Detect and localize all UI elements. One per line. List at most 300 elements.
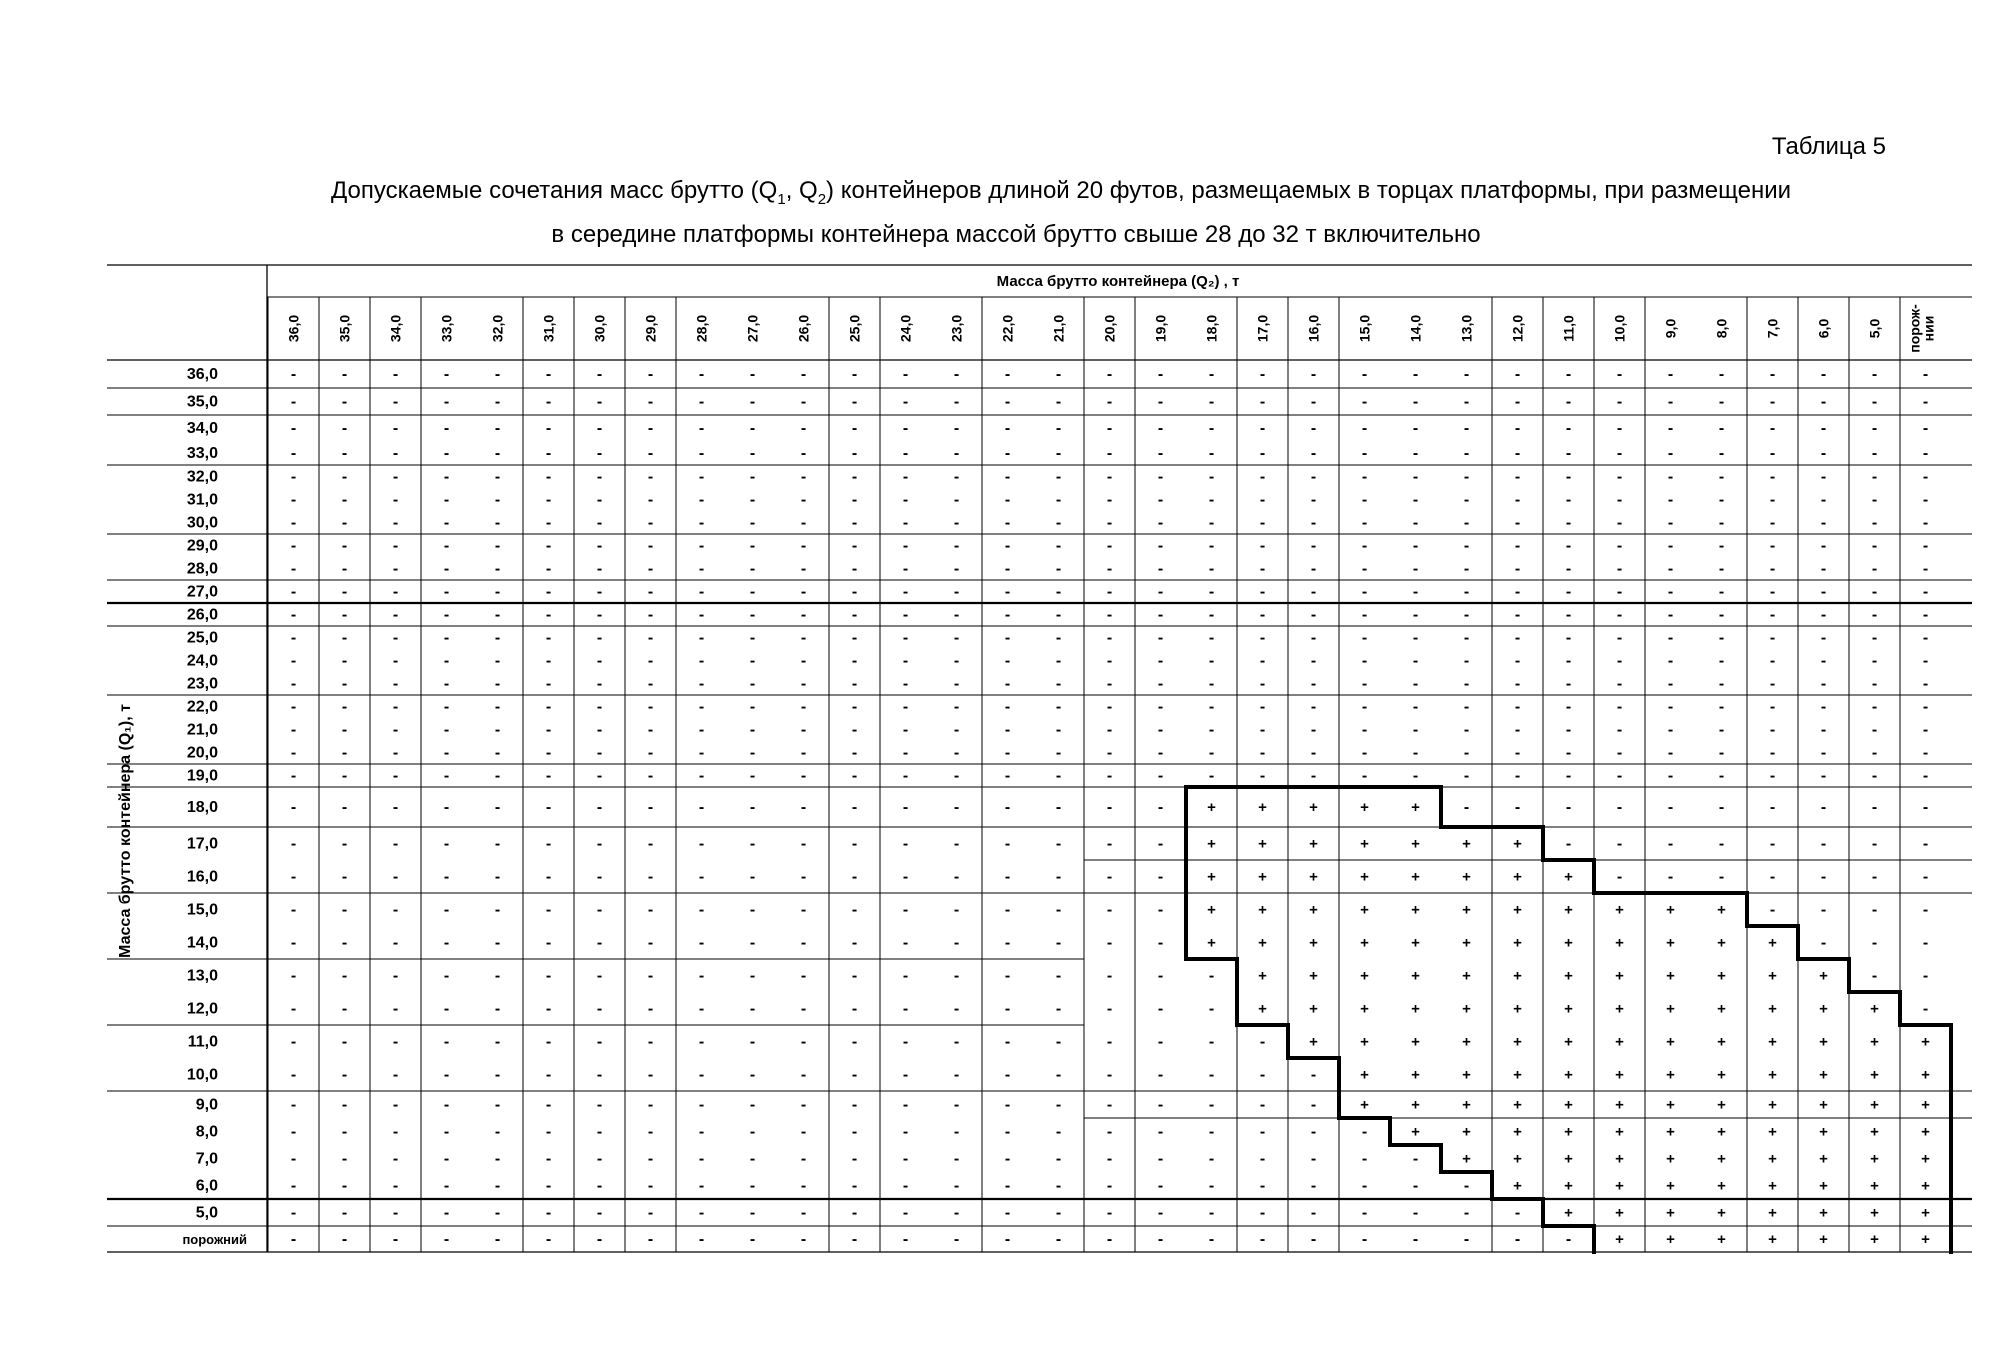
cell-not-allowed: - [1157, 767, 1164, 785]
cell-not-allowed: - [341, 366, 348, 383]
cell-allowed: + [1411, 799, 1420, 816]
cell-not-allowed: - [953, 583, 960, 601]
cell-not-allowed: - [1361, 744, 1368, 762]
cell-not-allowed: - [1871, 868, 1878, 886]
cell-not-allowed: - [1769, 420, 1776, 437]
cell-not-allowed: - [1412, 1150, 1419, 1168]
cell-not-allowed: - [392, 1033, 399, 1051]
column-header: 23,0 [948, 314, 965, 343]
cell-not-allowed: - [1310, 366, 1317, 383]
cell-not-allowed: - [1157, 420, 1164, 437]
cell-not-allowed: - [596, 606, 603, 624]
cell-not-allowed: - [749, 583, 756, 601]
cell-not-allowed: - [902, 1066, 909, 1084]
cell-not-allowed: - [443, 366, 450, 383]
cell-not-allowed: - [1820, 445, 1827, 462]
cell-not-allowed: - [596, 1096, 603, 1114]
cell-not-allowed: - [647, 468, 654, 486]
cell-not-allowed: - [596, 721, 603, 739]
cell-not-allowed: - [443, 1123, 450, 1141]
cell-not-allowed: - [851, 560, 858, 578]
cell-not-allowed: - [1922, 767, 1929, 785]
cell-not-allowed: - [647, 901, 654, 919]
cell-not-allowed: - [1871, 606, 1878, 624]
cell-not-allowed: - [1310, 652, 1317, 670]
cell-not-allowed: - [1667, 420, 1674, 437]
cell-not-allowed: - [1004, 675, 1011, 693]
cell-not-allowed: - [1871, 721, 1878, 739]
cell-not-allowed: - [1616, 767, 1623, 785]
cell-allowed: + [1870, 1123, 1879, 1141]
cell-not-allowed: - [647, 629, 654, 647]
cell-not-allowed: - [698, 537, 705, 555]
cell-not-allowed: - [1361, 1231, 1368, 1248]
cell-not-allowed: - [545, 698, 552, 716]
cell-not-allowed: - [1412, 1204, 1419, 1222]
cell-not-allowed: - [1310, 1177, 1317, 1195]
cell-allowed: + [1411, 1066, 1420, 1084]
cell-allowed: + [1921, 1066, 1930, 1084]
cell-not-allowed: - [1616, 721, 1623, 739]
cell-not-allowed: - [494, 967, 501, 985]
cell-not-allowed: - [545, 744, 552, 762]
cell-not-allowed: - [341, 1033, 348, 1051]
cell-not-allowed: - [1565, 767, 1572, 785]
cell-not-allowed: - [494, 1177, 501, 1195]
cell-not-allowed: - [647, 606, 654, 624]
cell-not-allowed: - [1055, 366, 1062, 383]
cell-allowed: + [1411, 934, 1420, 952]
cell-not-allowed: - [1412, 652, 1419, 670]
cell-not-allowed: - [1055, 652, 1062, 670]
cell-allowed: + [1615, 967, 1624, 985]
cell-not-allowed: - [290, 799, 297, 816]
cell-not-allowed: - [494, 537, 501, 555]
cell-not-allowed: - [1514, 652, 1521, 670]
cell-allowed: + [1258, 868, 1267, 886]
cell-not-allowed: - [1718, 606, 1725, 624]
cell-not-allowed: - [749, 366, 756, 383]
cell-not-allowed: - [647, 835, 654, 853]
cell-not-allowed: - [1310, 1096, 1317, 1114]
cell-allowed: + [1462, 868, 1471, 886]
cell-not-allowed: - [1565, 721, 1572, 739]
row-label: 29,0 [186, 537, 218, 555]
cell-not-allowed: - [1871, 675, 1878, 693]
cell-not-allowed: - [596, 1123, 603, 1141]
cell-allowed: + [1411, 1033, 1420, 1051]
cell-not-allowed: - [1412, 468, 1419, 486]
row-label: 36,0 [186, 366, 218, 383]
cell-not-allowed: - [1055, 675, 1062, 693]
cell-allowed: + [1768, 1033, 1777, 1051]
cell-allowed: + [1666, 1204, 1675, 1222]
cell-not-allowed: - [1769, 537, 1776, 555]
cell-allowed: + [1921, 1033, 1930, 1051]
cell-not-allowed: - [1820, 868, 1827, 886]
cell-not-allowed: - [596, 1231, 603, 1248]
cell-not-allowed: - [749, 1231, 756, 1248]
cell-allowed: + [1513, 1123, 1522, 1141]
cell-not-allowed: - [443, 675, 450, 693]
cell-not-allowed: - [698, 1177, 705, 1195]
cell-not-allowed: - [1004, 1123, 1011, 1141]
cell-not-allowed: - [1259, 393, 1266, 411]
cell-not-allowed: - [1565, 420, 1572, 437]
cell-not-allowed: - [545, 393, 552, 411]
cell-not-allowed: - [1922, 868, 1929, 886]
cell-not-allowed: - [1463, 366, 1470, 383]
cell-not-allowed: - [1208, 967, 1215, 985]
cell-not-allowed: - [647, 744, 654, 762]
cell-not-allowed: - [341, 560, 348, 578]
cell-not-allowed: - [1616, 583, 1623, 601]
cell-not-allowed: - [341, 967, 348, 985]
cell-not-allowed: - [290, 445, 297, 462]
cell-not-allowed: - [1310, 491, 1317, 509]
cell-not-allowed: - [1259, 652, 1266, 670]
cell-not-allowed: - [902, 1204, 909, 1222]
cell-not-allowed: - [1157, 491, 1164, 509]
cell-not-allowed: - [1208, 420, 1215, 437]
column-header: 33,0 [438, 314, 455, 343]
cell-not-allowed: - [596, 583, 603, 601]
cell-not-allowed: - [1412, 698, 1419, 716]
cell-not-allowed: - [392, 767, 399, 785]
cell-not-allowed: - [851, 868, 858, 886]
cell-not-allowed: - [1106, 393, 1113, 411]
cell-not-allowed: - [290, 420, 297, 437]
title-part-3: ) контейнеров длиной 20 футов, размещаемых в торцах платформы, при размещении [826, 177, 1792, 204]
cell-not-allowed: - [1871, 698, 1878, 716]
cell-not-allowed: - [1259, 721, 1266, 739]
cell-not-allowed: - [1667, 560, 1674, 578]
cell-not-allowed: - [1820, 721, 1827, 739]
cell-not-allowed: - [545, 799, 552, 816]
table-header [286, 273, 1937, 353]
cell-not-allowed: - [902, 1033, 909, 1051]
cell-not-allowed: - [953, 366, 960, 383]
row-label: 30,0 [186, 514, 218, 532]
cell-not-allowed: - [1667, 366, 1674, 383]
cell-not-allowed: - [1769, 468, 1776, 486]
cell-not-allowed: - [1157, 468, 1164, 486]
cell-not-allowed: - [443, 835, 450, 853]
cell-not-allowed: - [749, 560, 756, 578]
q2-axis-title: Масса брутто контейнера (Q₂) , т [996, 273, 1240, 290]
cell-not-allowed: - [494, 868, 501, 886]
cell-not-allowed: - [596, 366, 603, 383]
cell-not-allowed: - [1667, 514, 1674, 532]
cell-allowed: + [1309, 1000, 1318, 1018]
row-label: 9,0 [195, 1096, 218, 1114]
cell-not-allowed: - [902, 1177, 909, 1195]
cell-not-allowed: - [1565, 560, 1572, 578]
cell-not-allowed: - [800, 514, 807, 532]
cell-not-allowed: - [902, 560, 909, 578]
cell-not-allowed: - [1820, 744, 1827, 762]
cell-not-allowed: - [902, 901, 909, 919]
cell-not-allowed: - [800, 675, 807, 693]
cell-not-allowed: - [341, 698, 348, 716]
cell-not-allowed: - [902, 629, 909, 647]
cell-allowed: + [1921, 1231, 1930, 1248]
cell-allowed: + [1462, 1033, 1471, 1051]
cell-not-allowed: - [1820, 420, 1827, 437]
cell-not-allowed: - [494, 1231, 501, 1248]
cell-not-allowed: - [1004, 1033, 1011, 1051]
cell-allowed: + [1513, 868, 1522, 886]
cell-not-allowed: - [1208, 393, 1215, 411]
cell-not-allowed: - [443, 537, 450, 555]
cell-allowed: + [1768, 1096, 1777, 1114]
cell-not-allowed: - [953, 1033, 960, 1051]
row-label: 19,0 [186, 767, 218, 785]
cell-not-allowed: - [1157, 583, 1164, 601]
cell-not-allowed: - [851, 583, 858, 601]
cell-not-allowed: - [1871, 744, 1878, 762]
cell-not-allowed: - [1157, 1204, 1164, 1222]
cell-allowed: + [1258, 967, 1267, 985]
cell-not-allowed: - [545, 675, 552, 693]
cell-not-allowed: - [1922, 629, 1929, 647]
cell-allowed: + [1717, 1150, 1726, 1168]
cell-not-allowed: - [1361, 606, 1368, 624]
cell-not-allowed: - [800, 583, 807, 601]
cell-allowed: + [1462, 835, 1471, 853]
cell-not-allowed: - [800, 1204, 807, 1222]
row-label: 13,0 [186, 967, 218, 985]
cell-allowed: + [1819, 1231, 1828, 1248]
cell-not-allowed: - [902, 744, 909, 762]
cell-not-allowed: - [1514, 491, 1521, 509]
cell-not-allowed: - [290, 721, 297, 739]
cell-allowed: + [1360, 967, 1369, 985]
column-header: 26,0 [795, 314, 812, 343]
cell-not-allowed: - [1157, 560, 1164, 578]
cell-not-allowed: - [341, 420, 348, 437]
row-label: 17,0 [186, 835, 218, 853]
cell-not-allowed: - [1259, 583, 1266, 601]
cell-not-allowed: - [902, 537, 909, 555]
cell-not-allowed: - [1820, 835, 1827, 853]
column-header: 29,0 [642, 314, 659, 343]
cell-allowed: + [1360, 868, 1369, 886]
cell-not-allowed: - [698, 934, 705, 952]
cell-not-allowed: - [1565, 393, 1572, 411]
cell-not-allowed: - [953, 537, 960, 555]
cell-not-allowed: - [341, 537, 348, 555]
cell-not-allowed: - [1463, 445, 1470, 462]
cell-not-allowed: - [1463, 1177, 1470, 1195]
cell-not-allowed: - [800, 767, 807, 785]
cell-not-allowed: - [1106, 767, 1113, 785]
cell-not-allowed: - [902, 445, 909, 462]
title-part-1: Допускаемые сочетания масс брутто (Q [330, 177, 778, 204]
cell-not-allowed: - [1310, 629, 1317, 647]
cell-not-allowed: - [443, 629, 450, 647]
cell-not-allowed: - [1667, 721, 1674, 739]
cell-not-allowed: - [1361, 629, 1368, 647]
cell-not-allowed: - [341, 1066, 348, 1084]
cell-not-allowed: - [1871, 967, 1878, 985]
cell-not-allowed: - [1667, 393, 1674, 411]
cell-not-allowed: - [1157, 1096, 1164, 1114]
cell-not-allowed: - [1871, 583, 1878, 601]
cell-not-allowed: - [494, 1096, 501, 1114]
cell-not-allowed: - [596, 934, 603, 952]
cell-allowed: + [1615, 901, 1624, 919]
cell-not-allowed: - [698, 698, 705, 716]
cell-not-allowed: - [647, 1231, 654, 1248]
cell-not-allowed: - [494, 606, 501, 624]
cell-not-allowed: - [1157, 868, 1164, 886]
cell-not-allowed: - [1157, 967, 1164, 985]
cell-not-allowed: - [1004, 721, 1011, 739]
cell-not-allowed: - [749, 967, 756, 985]
cell-not-allowed: - [749, 514, 756, 532]
cell-allowed: + [1411, 835, 1420, 853]
cell-not-allowed: - [1565, 652, 1572, 670]
cell-not-allowed: - [443, 583, 450, 601]
cell-not-allowed: - [392, 934, 399, 952]
cell-not-allowed: - [596, 1150, 603, 1168]
cell-not-allowed: - [494, 366, 501, 383]
cell-not-allowed: - [953, 799, 960, 816]
cell-not-allowed: - [1157, 629, 1164, 647]
cell-not-allowed: - [1004, 967, 1011, 985]
row-label: 32,0 [186, 468, 218, 486]
cell-not-allowed: - [851, 967, 858, 985]
cell-not-allowed: - [698, 1033, 705, 1051]
cell-not-allowed: - [1871, 767, 1878, 785]
cell-not-allowed: - [1259, 1177, 1266, 1195]
cell-not-allowed: - [1769, 393, 1776, 411]
cell-not-allowed: - [1004, 1150, 1011, 1168]
cell-not-allowed: - [749, 606, 756, 624]
cell-not-allowed: - [494, 744, 501, 762]
cell-allowed: + [1615, 1123, 1624, 1141]
cell-not-allowed: - [545, 1231, 552, 1248]
cell-not-allowed: - [953, 491, 960, 509]
cell-not-allowed: - [1412, 675, 1419, 693]
cell-not-allowed: - [545, 967, 552, 985]
cell-not-allowed: - [647, 514, 654, 532]
cell-not-allowed: - [443, 698, 450, 716]
cell-not-allowed: - [596, 799, 603, 816]
cell-not-allowed: - [596, 835, 603, 853]
row-label: 12,0 [186, 1000, 218, 1018]
cell-allowed: + [1513, 967, 1522, 985]
cell-not-allowed: - [1055, 629, 1062, 647]
cell-allowed: + [1513, 1150, 1522, 1168]
cell-not-allowed: - [1055, 835, 1062, 853]
cell-not-allowed: - [1055, 721, 1062, 739]
cell-not-allowed: - [647, 537, 654, 555]
cell-not-allowed: - [1208, 1123, 1215, 1141]
cell-not-allowed: - [1871, 491, 1878, 509]
cell-not-allowed: - [647, 1096, 654, 1114]
row-label: 16,0 [186, 868, 218, 886]
cell-not-allowed: - [1259, 1033, 1266, 1051]
cell-allowed: + [1666, 901, 1675, 919]
cell-not-allowed: - [902, 1096, 909, 1114]
cell-allowed: + [1564, 1204, 1573, 1222]
cell-not-allowed: - [290, 1123, 297, 1141]
cell-not-allowed: - [290, 468, 297, 486]
cell-not-allowed: - [953, 445, 960, 462]
cell-not-allowed: - [1769, 901, 1776, 919]
cell-not-allowed: - [1310, 1150, 1317, 1168]
cell-not-allowed: - [341, 744, 348, 762]
cell-allowed: + [1360, 1066, 1369, 1084]
cell-not-allowed: - [1208, 721, 1215, 739]
cell-allowed: + [1666, 1177, 1675, 1195]
cell-not-allowed: - [851, 420, 858, 437]
cell-not-allowed: - [1106, 491, 1113, 509]
cell-not-allowed: - [1871, 514, 1878, 532]
cell-allowed: + [1513, 835, 1522, 853]
cell-not-allowed: - [545, 934, 552, 952]
cell-not-allowed: - [1208, 1033, 1215, 1051]
cell-not-allowed: - [1106, 1033, 1113, 1051]
cell-not-allowed: - [1514, 537, 1521, 555]
cell-not-allowed: - [698, 1204, 705, 1222]
cell-not-allowed: - [1667, 698, 1674, 716]
cell-allowed: + [1819, 1096, 1828, 1114]
cell-allowed: + [1870, 1033, 1879, 1051]
cell-not-allowed: - [545, 629, 552, 647]
cell-not-allowed: - [800, 560, 807, 578]
cell-not-allowed: - [800, 629, 807, 647]
cell-not-allowed: - [1667, 767, 1674, 785]
cell-not-allowed: - [494, 393, 501, 411]
cell-not-allowed: - [1718, 366, 1725, 383]
table-title-line-2: в середине платформы контейнера массой брутто свыше 28 до 32 т включительно [551, 221, 1481, 248]
cell-not-allowed: - [1718, 799, 1725, 816]
cell-not-allowed: - [800, 1123, 807, 1141]
table-number: Таблица 5 [1771, 133, 1886, 160]
cell-not-allowed: - [545, 1096, 552, 1114]
cell-not-allowed: - [1361, 583, 1368, 601]
cell-not-allowed: - [851, 721, 858, 739]
cell-not-allowed: - [1004, 698, 1011, 716]
cell-not-allowed: - [1514, 606, 1521, 624]
cell-not-allowed: - [1055, 1150, 1062, 1168]
cell-not-allowed: - [902, 366, 909, 383]
cell-not-allowed: - [851, 744, 858, 762]
cell-not-allowed: - [596, 901, 603, 919]
cell-not-allowed: - [1361, 514, 1368, 532]
cell-not-allowed: - [1820, 468, 1827, 486]
cell-not-allowed: - [392, 514, 399, 532]
cell-not-allowed: - [1922, 491, 1929, 509]
cell-not-allowed: - [1157, 744, 1164, 762]
cell-not-allowed: - [494, 721, 501, 739]
row-label: 6,0 [195, 1177, 218, 1195]
cell-not-allowed: - [749, 1177, 756, 1195]
cell-not-allowed: - [1259, 514, 1266, 532]
cell-not-allowed: - [851, 698, 858, 716]
cell-allowed: + [1462, 967, 1471, 985]
cell-not-allowed: - [749, 468, 756, 486]
cell-not-allowed: - [1718, 560, 1725, 578]
cell-not-allowed: - [1157, 1123, 1164, 1141]
cell-not-allowed: - [1310, 744, 1317, 762]
cell-not-allowed: - [1667, 744, 1674, 762]
cell-allowed: + [1513, 934, 1522, 952]
cell-not-allowed: - [1565, 799, 1572, 816]
